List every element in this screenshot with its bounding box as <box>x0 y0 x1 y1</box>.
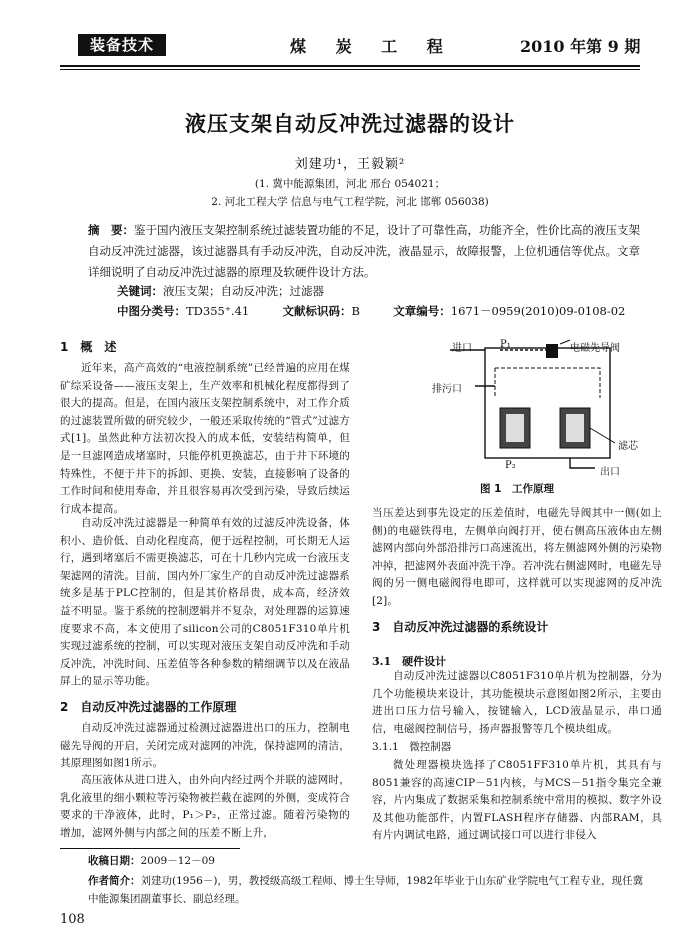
keywords-text: 液压支架；自动反冲洗；过滤器 <box>163 284 324 298</box>
footnote-rule <box>60 848 240 849</box>
section-2-heading: 2 自动反冲洗过滤器的工作原理 <box>60 700 237 714</box>
article-no-label: 文章编号： <box>393 304 451 318</box>
keywords <box>117 283 637 299</box>
keywords-label: 关键词： <box>117 284 163 298</box>
figure-1-caption: 图 1 工作原理 <box>480 483 554 495</box>
abstract <box>88 220 644 283</box>
label-outlet: 出口 <box>600 467 620 478</box>
paper-title: 液压支架自动反冲洗过滤器的设计 <box>185 112 515 136</box>
section-3-heading: 3 自动反冲洗过滤器的系统设计 <box>372 620 549 634</box>
label-p1: P₁ <box>500 339 511 350</box>
classification-line <box>117 303 657 319</box>
filter-core-right <box>566 414 584 442</box>
page-number: 108 <box>60 912 85 927</box>
label-filter: 滤芯 <box>618 441 638 452</box>
journal-name: 煤 炭 工 程 <box>290 37 455 56</box>
section-2-paragraph-3: 当压差达到事先设定的压差值时，电磁先导阀其中一侧(如上侧)的电磁铁得电，左侧单向阀打开，使右侧高压液体由左侧滤网内部向外部沿排污口高速流出，将左侧滤网外侧的污染物冲掉，把滤网外表面冲洗干净。若冲洗右侧滤网时，电磁先导阀的另一侧电磁阀得电即可，这样就可以实现滤网的反冲洗[2]。 <box>372 507 662 607</box>
doc-code-label: 文献标识码： <box>282 304 352 318</box>
clc-label: 中图分类号： <box>117 304 186 318</box>
header-rule-thin <box>60 69 640 70</box>
section-3-1-1-heading: 3.1.1 微控制器 <box>372 741 452 753</box>
received-date <box>88 852 648 870</box>
section-2-paragraph-2: 高压液体从进口进入，由外向内经过两个并联的滤网时，乳化液里的细小颗粒等污染物被拦截在滤网的外侧，变成符合要求的干净液体，此时，P₁＞P₂，正常过滤。随着污染物的增加，滤网外侧与内部之间的压差不断上升， <box>60 774 350 839</box>
filter-core-left <box>506 414 524 442</box>
outlet-pipe <box>570 458 595 468</box>
abstract-label: 摘 要： <box>88 223 134 237</box>
doc-code-value: B <box>351 304 360 318</box>
bio-text: 刘建功(1956－)，男，教授级高级工程师、博士生导师，1982年毕业于山东矿业学院电气工程专业，现任冀中能源集团副董事长、副总经理。 <box>88 875 644 905</box>
section-3-1-paragraph: 自动反冲洗过滤器以C8051F310单片机为控制器，分为几个功能模块来设计，其功能模块示意图如图2所示，主要由进出口压力信号输入，按键输入，LCD液晶显示，串口通信，电磁阀控制信号，扬声器报警等几个模块组成。 <box>372 670 662 735</box>
section-3-1-heading: 3.1 硬件设计 <box>372 655 447 668</box>
paper-authors: 刘建功¹，王毅颖² <box>294 157 406 172</box>
received-label: 收稿日期： <box>88 855 141 867</box>
author-bio <box>88 872 648 908</box>
header-rule <box>60 65 640 67</box>
abstract-text: 鉴于国内液压支架控制系统过滤装置功能的不足，设计了可靠性高，功能齐全，性价比高的液压支架自动反冲洗过滤器，该过滤器具有手动反冲洗，自动反冲洗，液晶显示，故障报警，上位机通信等优点。文章详细说明了自动反冲洗过滤器的原理及软硬件设计方法。 <box>88 223 640 279</box>
received-value: 2009－12－09 <box>140 855 215 867</box>
issue-label: 2010 年第 9 期 <box>520 37 641 56</box>
working-principle-diagram <box>420 338 650 478</box>
bio-label: 作者简介： <box>88 875 141 887</box>
control-line <box>495 368 600 398</box>
valve-leader <box>560 340 570 344</box>
section-1-paragraph-1: 近年来，高产高效的“电液控制系统”已经普遍的应用在煤矿综采设备——液压支架上，生产效率和机械化程度都得到了很大的提高。但是，在国内液压支架控制系统中，对工作介质的过滤装置所做的研究较少，一般还采取传统的“管式”过滤方式[1]。虽然此种方法初次投入的成本低，安装结构简单，但是一旦滤网造成堵塞时，只能停机更换滤芯，由于井下环境的特殊性，不便于井下的拆卸、更换、安装，直接影响了设备的工作时间和使用寿命，并且很容易再次受到污染，导致后续运行成本提高。 <box>60 362 350 515</box>
section-3-1-1-paragraph: 微处理器模块选择了C8051FF310单片机，其具有与8051兼容的高速CIP－51内核，与MCS－51指令集完全兼容，片内集成了数据采集和控制系统中常用的模拟、数字外设及其他功能部件，内置FLASH程序存储器、内部RAM，具有片内调试电路，通过调试接口可以进行非侵入 <box>372 759 662 842</box>
clc-value: TD355⁺.41 <box>186 304 250 318</box>
filter-leader <box>590 428 615 443</box>
label-p2: P₂ <box>505 460 516 471</box>
affiliation-1: (1. 冀中能源集团，河北 邢台 054021； <box>254 178 446 190</box>
pilot-valve-block <box>546 344 558 358</box>
article-no-value: 1671－0959(2010)09-0108-02 <box>450 304 626 318</box>
section-1-heading: 1 概 述 <box>60 340 117 354</box>
section-2-paragraph-1: 自动反冲洗过滤器通过检测过滤器进出口的压力，控制电磁先导阀的开启，关闭完成对滤网的冲洗，保持滤网的清洁，其原理图如图1所示。 <box>60 722 350 770</box>
section-1-paragraph-2: 自动反冲洗过滤器是一种简单有效的过滤反冲洗设备，体积小、造价低、自动化程度高，便于远程控制，可长期无人运行，遇到堵塞后不需更换滤芯，可在十几秒内完成一台液压支架滤网的清洗。目前，国内外厂家生产的自动反冲洗过滤器系统多是基于PLC控制的，但是其价格昂贵，成本高，经济效益不明显。鉴于系统的控制逻辑并不复杂，对处理器的运算速度要求不高，本文使用了silicon公司的C8051F310单片机实现过滤系统的控制，可以实现对液压支架自动反冲洗和手动反冲洗，冲洗时间、压差值等各种参数的精细调节以及在液晶屏上的显示等功能。 <box>60 517 350 688</box>
section-tag: 装备技术 <box>78 34 166 56</box>
label-valve: 电磁先导阀 <box>570 343 620 354</box>
affiliation-2: 2. 河北工程大学 信息与电气工程学院，河北 邯郸 056038) <box>211 196 489 208</box>
label-drain: 排污口 <box>432 384 462 395</box>
label-inlet: 进口 <box>452 343 472 354</box>
